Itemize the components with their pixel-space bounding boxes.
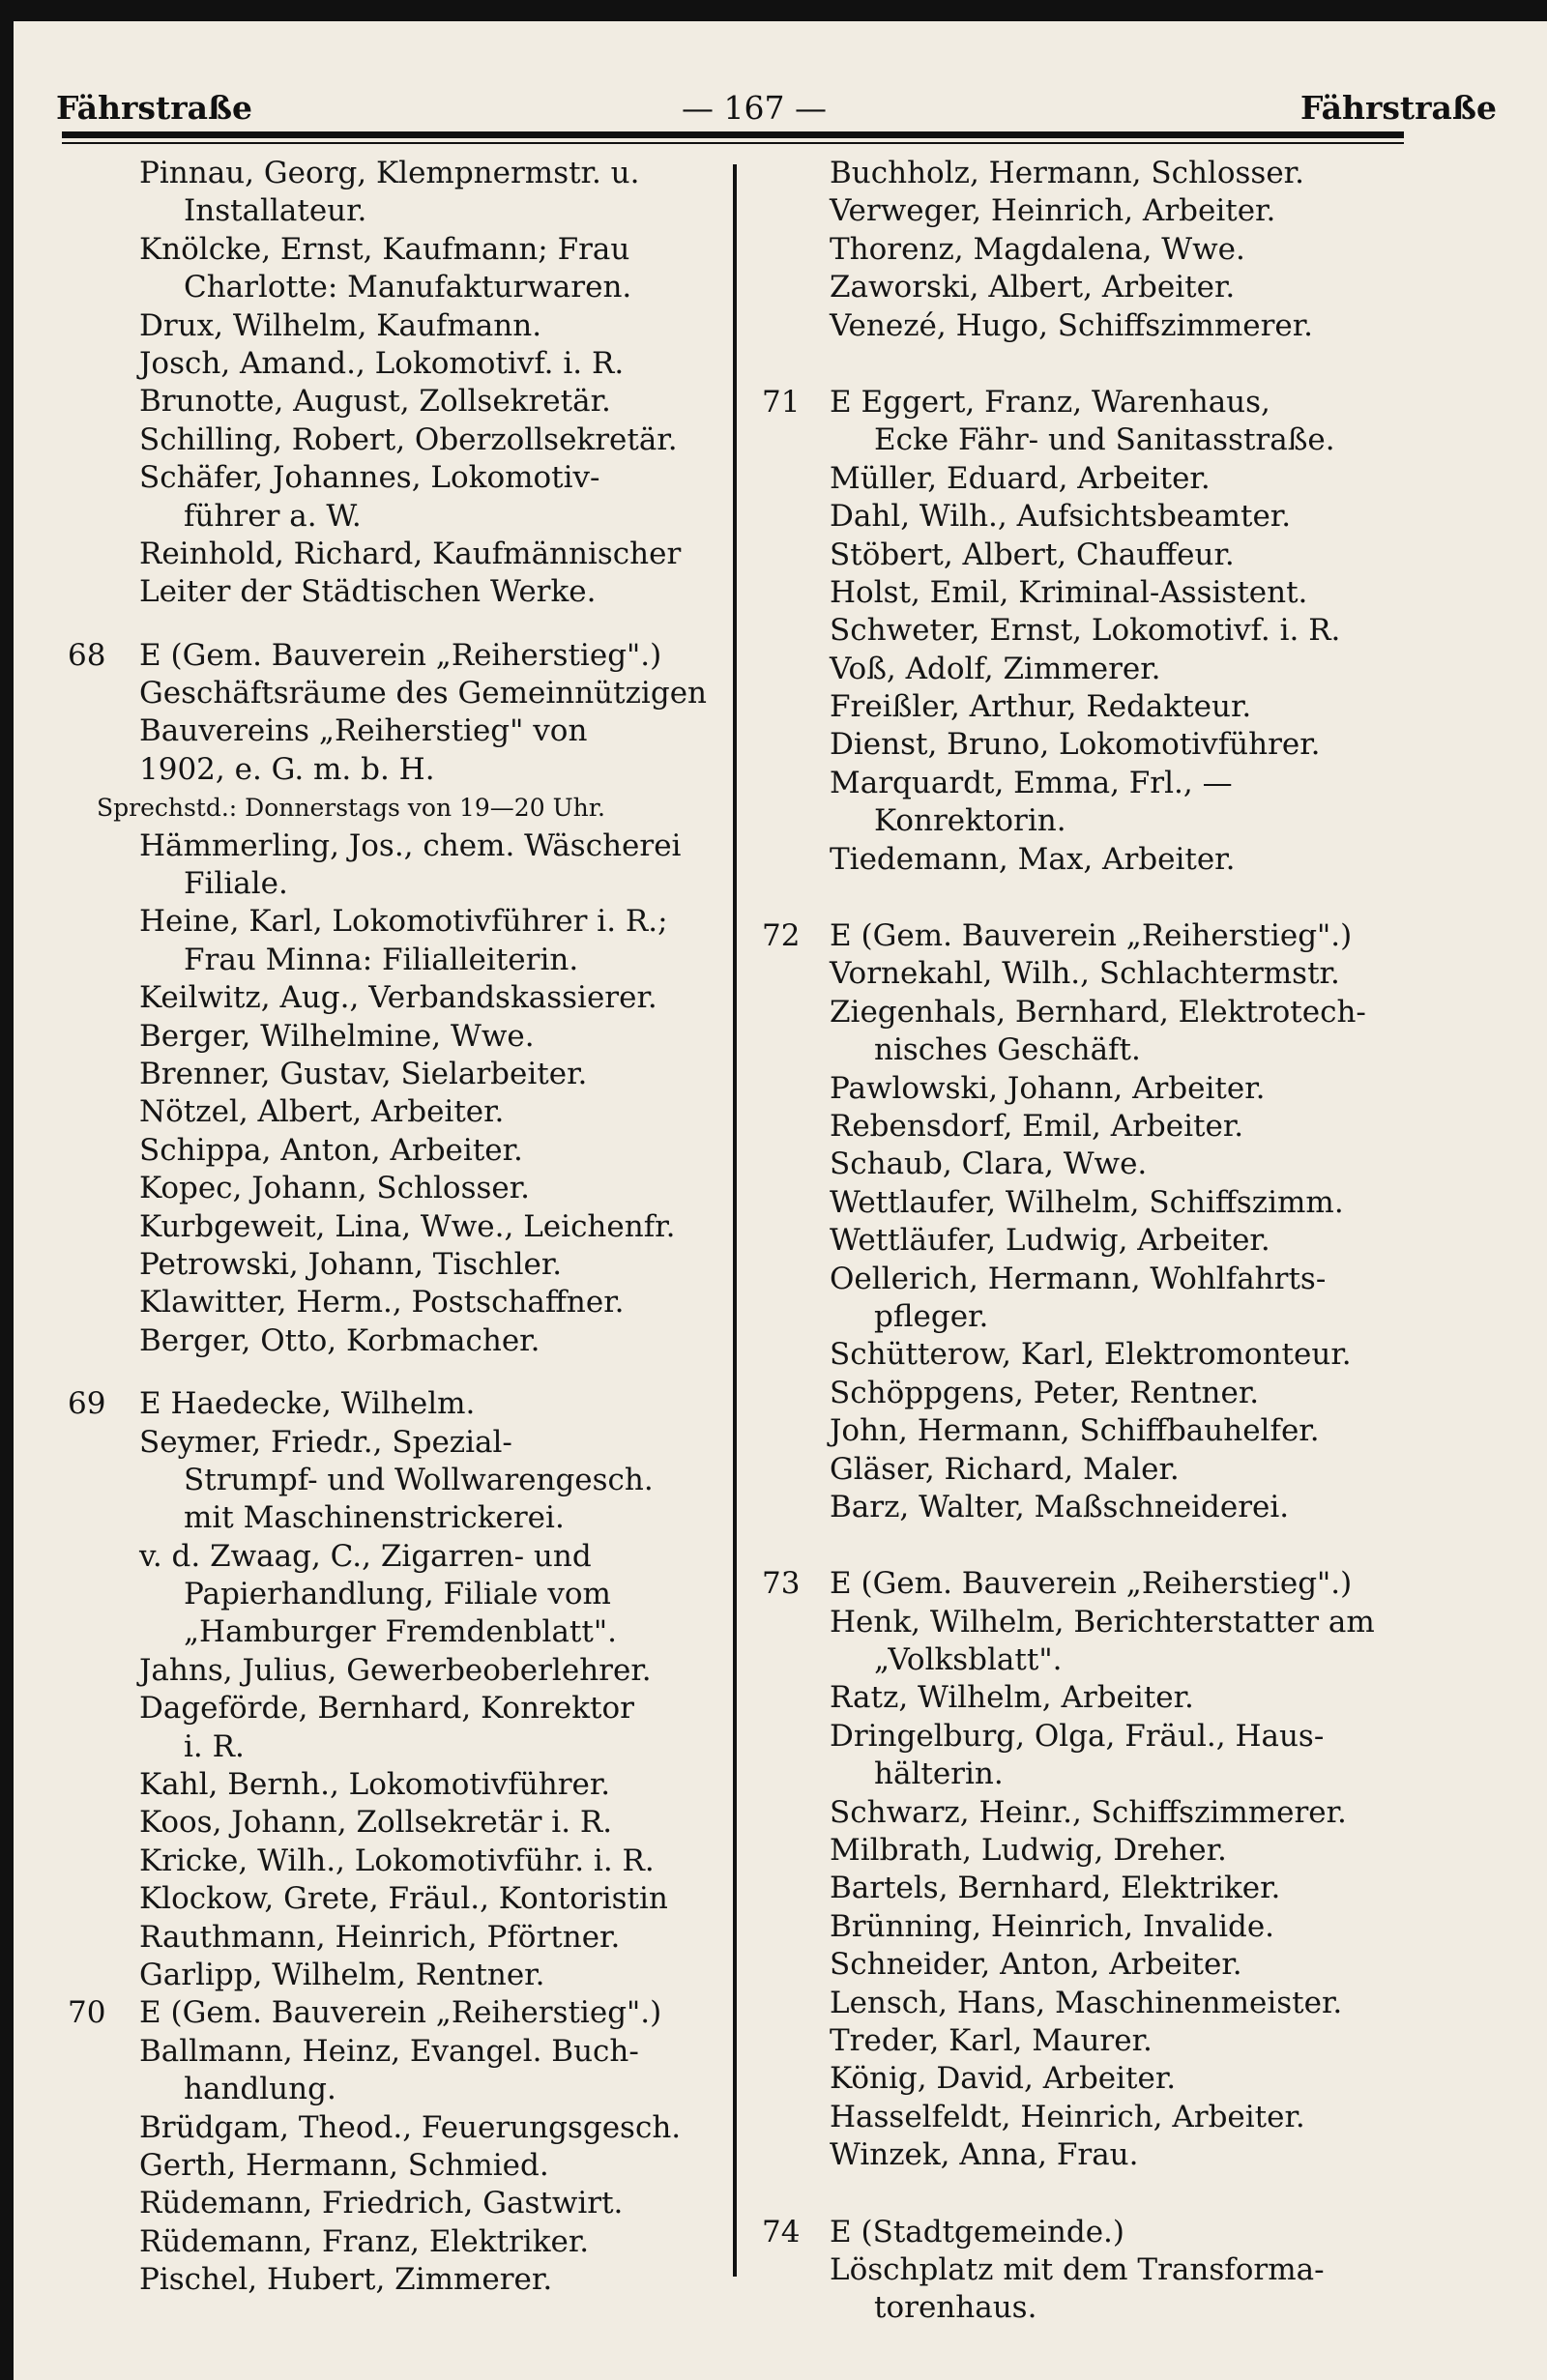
entry-line: Frau Minna: Filialleiterin. — [184, 942, 579, 977]
house-entry-68 — [68, 637, 717, 675]
entry-line: Schaub, Clara, Wwe. — [830, 1146, 1148, 1182]
house-heading: E Haedecke, Wilhelm. — [139, 1386, 476, 1422]
entry-line: Treder, Karl, Maurer. — [830, 2022, 1153, 2058]
running-head-right: Fährstraße — [1299, 89, 1497, 127]
entry-line: Schütterow, Karl, Elektromonteur. — [830, 1337, 1352, 1373]
entry-line: Tiedemann, Max, Arbeiter. — [830, 841, 1236, 877]
section-gap — [762, 1526, 1439, 1565]
entry-line: Klockow, Grete, Fräul., Kontoristin — [139, 1881, 668, 1917]
entry-line: Reinhold, Richard, Kaufmännischer — [139, 536, 682, 571]
entry-line: Schwarz, Heinr., Schiffszimmerer. — [830, 1794, 1347, 1830]
entry-line: pfleger. — [874, 1298, 989, 1334]
section-gap — [762, 345, 1439, 384]
entry-line: Geschäftsräume des Gemeinnützigen — [139, 676, 708, 711]
house-entry-70 — [68, 1994, 717, 2032]
entry-line: Pischel, Hubert, Zimmerer. — [139, 2262, 553, 2298]
entry-line: Rüdemann, Franz, Elektriker. — [139, 2223, 590, 2259]
entry-line: Dringelburg, Olga, Fräul., Haus- — [830, 1718, 1325, 1754]
entry-line: v. d. Zwaag, C., Zigarren- und — [139, 1538, 592, 1574]
house-heading: E (Gem. Bauverein „Reiherstieg".) — [830, 918, 1353, 954]
entry-line: Winzek, Anna, Frau. — [830, 2137, 1139, 2173]
house-entry-69 — [68, 1385, 717, 1423]
entry-line: Oellerich, Hermann, Wohlfahrts- — [830, 1261, 1327, 1296]
entry-line: Charlotte: Manufakturwaren. — [184, 270, 632, 305]
house-number: 70 — [68, 1995, 106, 2031]
entry-line: Drux, Wilhelm, Kaufmann. — [139, 307, 542, 343]
house-number: 68 — [68, 637, 106, 673]
house-number: 71 — [762, 384, 801, 420]
entry-line: hälterin. — [874, 1756, 1004, 1792]
entry-line: Kurbgeweit, Lina, Wwe., Leichenfr. — [139, 1208, 676, 1244]
entry-line: Lensch, Hans, Maschinenmeister. — [830, 1985, 1343, 2020]
house-entry-71 — [762, 384, 1439, 421]
house-heading: E (Gem. Bauverein „Reiherstieg".) — [139, 637, 662, 673]
house-entry-72 — [762, 917, 1439, 955]
entry-line: Petrowski, Johann, Tischler. — [139, 1246, 563, 1282]
entry-line: Barz, Walter, Maßschneiderei. — [830, 1489, 1290, 1524]
house-entry-74 — [762, 2214, 1439, 2251]
entry-line: Voß, Adolf, Zimmerer. — [830, 651, 1161, 686]
entry-line: Freißler, Arthur, Redakteur. — [830, 689, 1252, 725]
entry-line: Berger, Otto, Korbmacher. — [139, 1322, 540, 1358]
house-heading: E Eggert, Franz, Warenhaus, — [830, 384, 1270, 420]
entry-line: Zaworski, Albert, Arbeiter. — [830, 270, 1236, 305]
entry-line: Seymer, Friedr., Spezial- — [139, 1424, 512, 1460]
entry-line: Dienst, Bruno, Lokomotivführer. — [830, 727, 1321, 763]
entry-line: mit Maschinenstrickerei. — [184, 1500, 565, 1536]
entry-line: Gläser, Richard, Maler. — [830, 1451, 1180, 1487]
page-number: — 167 — — [682, 89, 827, 127]
entry-line: 1902, e. G. m. b. H. — [139, 751, 435, 787]
house-number: 72 — [762, 918, 801, 954]
entry-line: Ziegenhals, Bernhard, Elektrotech- — [830, 994, 1366, 1030]
entry-line: Konrektorin. — [874, 803, 1066, 839]
scan-edge-left — [0, 0, 14, 2380]
entry-line: Rebensdorf, Emil, Arbeiter. — [830, 1108, 1244, 1144]
entry-line: Milbrath, Ludwig, Dreher. — [830, 1833, 1227, 1869]
house-entry-73 — [762, 1565, 1439, 1603]
entry-line: Venezé, Hugo, Schiffszimmerer. — [830, 307, 1314, 343]
entry-line: Schweter, Ernst, Lokomotivf. i. R. — [830, 613, 1341, 649]
house-number: 73 — [762, 1566, 801, 1602]
entry-line: Pinnau, Georg, Klempnermstr. u. — [139, 156, 640, 190]
entry-line: Stöbert, Albert, Chauffeur. — [830, 537, 1235, 572]
entry-line: Löschplatz mit dem Transforma- — [830, 2251, 1325, 2287]
entry-line: Kopec, Johann, Schlosser. — [139, 1171, 530, 1206]
entry-line: Heine, Karl, Lokomotivführer i. R.; — [139, 904, 668, 940]
entry-line: Keilwitz, Aug., Verbandskassierer. — [139, 980, 657, 1016]
entry-line: Buchholz, Hermann, Schlosser. — [830, 156, 1304, 190]
entry-line: Hasselfeldt, Heinrich, Arbeiter. — [830, 2099, 1305, 2134]
entry-line: nisches Geschäft. — [874, 1032, 1141, 1068]
entry-line: führer a. W. — [184, 498, 362, 534]
entry-line: Gerth, Hermann, Schmied. — [139, 2147, 549, 2183]
entry-line: Wettläufer, Ludwig, Arbeiter. — [830, 1223, 1270, 1259]
entry-line: Jahns, Julius, Gewerbeoberlehrer. — [139, 1652, 652, 1688]
entry-line: Kricke, Wilh., Lokomotivführ. i. R. — [139, 1843, 655, 1878]
entry-line: torenhaus. — [874, 2290, 1037, 2326]
entry-line: Verweger, Heinrich, Arbeiter. — [830, 193, 1276, 229]
entry-line: Thorenz, Magdalena, Wwe. — [830, 231, 1245, 267]
entry-line: „Volksblatt". — [874, 1642, 1063, 1678]
header-rule-thin — [62, 142, 1404, 144]
section-gap — [68, 1360, 717, 1385]
entry-line: Marquardt, Emma, Frl., — — [830, 765, 1233, 800]
office-hours-note: Sprechstd.: Donnerstags von 19—20 Uhr. — [97, 794, 605, 823]
entry-line: Schöppgens, Peter, Rentner. — [830, 1375, 1260, 1410]
house-number: 69 — [68, 1386, 106, 1422]
entry-line: Strumpf- und Wollwarengesch. — [184, 1462, 654, 1497]
entry-line: Koos, Johann, Zollsekretär i. R. — [139, 1805, 613, 1841]
entry-line: Nötzel, Albert, Arbeiter. — [139, 1094, 505, 1130]
entry-line: John, Hermann, Schiffbauhelfer. — [830, 1413, 1320, 1449]
entry-line: Müller, Eduard, Arbeiter. — [830, 460, 1211, 496]
scan-edge-top — [0, 0, 1547, 21]
entry-line: Ratz, Wilhelm, Arbeiter. — [830, 1680, 1194, 1716]
running-head-left: Fährstraße — [56, 89, 253, 127]
entry-line: Schäfer, Johannes, Lokomotiv- — [139, 460, 600, 496]
entry-line: Leiter der Städtischen Werke. — [139, 574, 597, 610]
entry-line: Ballmann, Heinz, Evangel. Buch- — [139, 2033, 639, 2069]
entry-line: Brüdgam, Theod., Feuerungsgesch. — [139, 2109, 682, 2145]
entry-line: Ecke Fähr- und Sanitasstraße. — [874, 422, 1335, 458]
entry-line: Holst, Emil, Kriminal-Assistent. — [830, 574, 1308, 610]
entry-line: König, David, Arbeiter. — [830, 2061, 1177, 2097]
entry-line: Berger, Wilhelmine, Wwe. — [139, 1018, 535, 1054]
entry-line: Bauvereins „Reiherstieg" von — [139, 713, 588, 749]
entry-line: Garlipp, Wilhelm, Rentner. — [139, 1957, 545, 1992]
entry-line: Wettlaufer, Wilhelm, Schiffszimm. — [830, 1184, 1344, 1220]
left-column — [68, 155, 717, 2299]
entry-line: Schippa, Anton, Arbeiter. — [139, 1132, 523, 1168]
house-number: 74 — [762, 2214, 801, 2249]
entry-line: Knölcke, Ernst, Kaufmann; Frau — [139, 231, 630, 267]
entry-line: Pawlowski, Johann, Arbeiter. — [830, 1070, 1266, 1106]
section-gap — [762, 879, 1439, 917]
entry-line: Josch, Amand., Lokomotivf. i. R. — [139, 345, 625, 381]
entry-line: Dageförde, Bernhard, Konrektor — [139, 1691, 634, 1727]
entry-line: Filiale. — [184, 866, 288, 902]
section-gap — [68, 612, 717, 637]
entry-line: Vornekahl, Wilh., Schlachtermstr. — [830, 956, 1340, 992]
entry-line: „Hamburger Fremdenblatt". — [184, 1614, 617, 1650]
entry-line: Dahl, Wilh., Aufsichtsbeamter. — [830, 499, 1292, 535]
house-heading: E (Stadtgemeinde.) — [830, 2214, 1125, 2249]
entry-line: i. R. — [184, 1728, 245, 1764]
entry-line: Rauthmann, Heinrich, Pförtner. — [139, 1919, 621, 1955]
entry-line: Schneider, Anton, Arbeiter. — [830, 1947, 1242, 1983]
entry-line: Hämmerling, Jos., chem. Wäscherei — [139, 827, 682, 863]
entry-line: Henk, Wilhelm, Berichterstatter am — [830, 1604, 1375, 1640]
house-heading: E (Gem. Bauverein „Reiherstieg".) — [139, 1995, 662, 2031]
entry-line: Papierhandlung, Filiale vom — [184, 1577, 611, 1612]
entry-line: Installateur. — [184, 193, 367, 229]
entry-line: Bartels, Bernhard, Elektriker. — [830, 1871, 1281, 1906]
entry-line: Kahl, Bernh., Lokomotivführer. — [139, 1767, 611, 1803]
header-rule-thick — [62, 131, 1404, 138]
entry-line: Schilling, Robert, Oberzollsekretär. — [139, 421, 678, 457]
entry-line: Rüdemann, Friedrich, Gastwirt. — [139, 2186, 624, 2221]
section-gap — [762, 2175, 1439, 2214]
entry-line: Klawitter, Herm., Postschaffner. — [139, 1285, 625, 1321]
right-column — [762, 155, 1439, 2328]
entry-line: Brenner, Gustav, Sielarbeiter. — [139, 1056, 588, 1091]
entry-line: handlung. — [184, 2072, 336, 2107]
column-divider — [733, 164, 737, 2277]
house-heading: E (Gem. Bauverein „Reiherstieg".) — [830, 1566, 1353, 1602]
entry-line: Brunotte, August, Zollsekretär. — [139, 384, 611, 420]
entry-line: Brünning, Heinrich, Invalide. — [830, 1908, 1275, 1944]
